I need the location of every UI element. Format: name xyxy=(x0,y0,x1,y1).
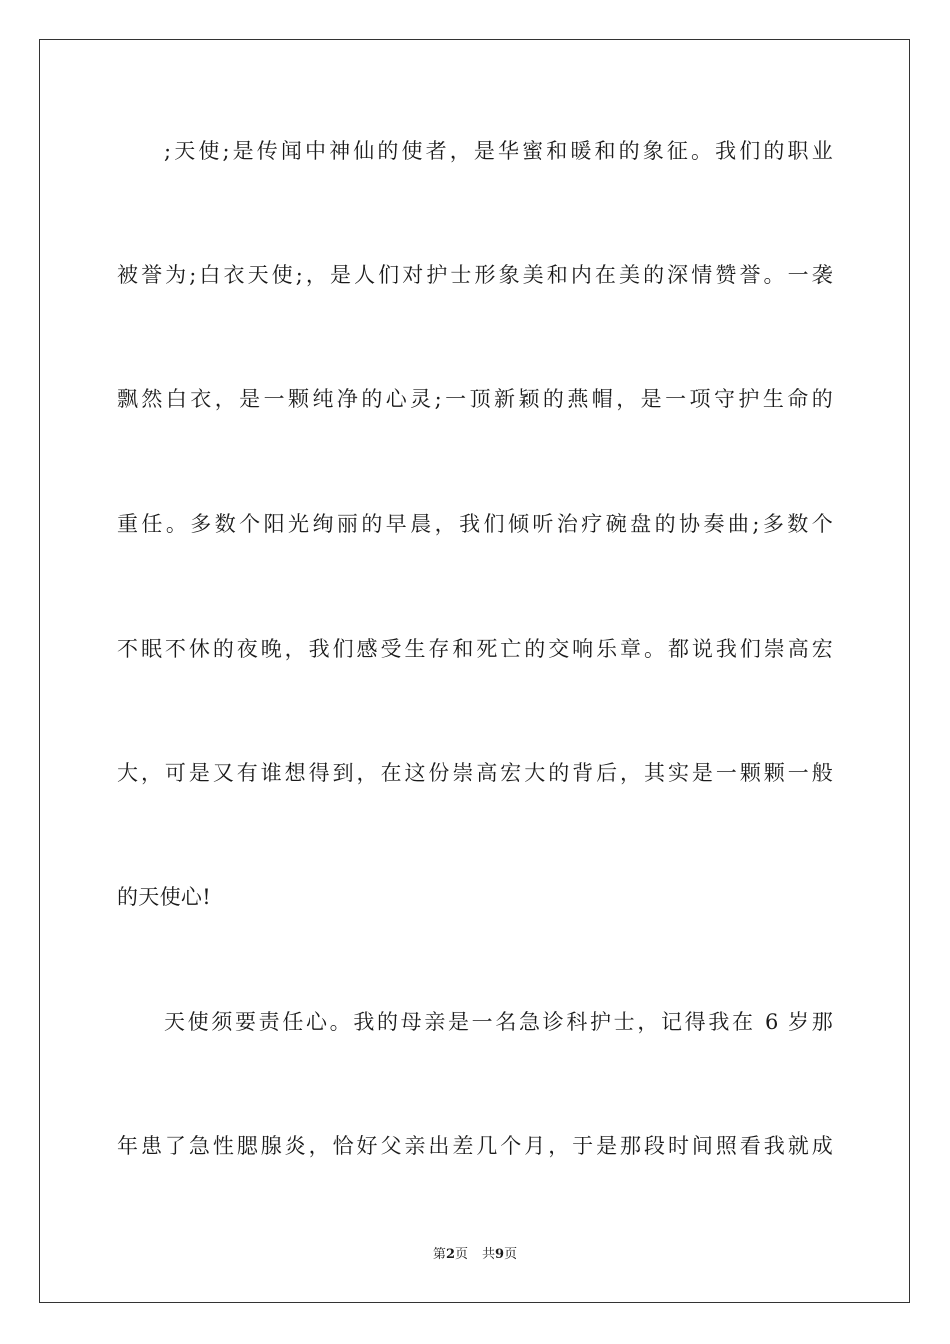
page-footer xyxy=(0,1246,950,1264)
footer-page-number: 2 xyxy=(445,1247,455,1262)
paragraph-1-line-1: ;天使;是传闻中神仙的使者，是华蜜和暖和的象征。我们的职业 xyxy=(164,139,833,163)
paragraph-2-line-2: 年患了急性腮腺炎，恰好父亲出差几个月，于是那段时间照看我就成 xyxy=(117,1134,833,1158)
paragraph-1-line-4: 重任。多数个阳光绚丽的早晨，我们倾听治疗碗盘的协奏曲;多数个 xyxy=(117,512,833,536)
footer-total-suffix: 页 xyxy=(504,1247,518,1262)
paragraph-1-line-2: 被誉为;白衣天使;，是人们对护士形象美和内在美的深情赞誉。一袭 xyxy=(117,263,833,287)
footer-total-pages: 9 xyxy=(495,1247,505,1262)
paragraph-1-line-3: 飘然白衣，是一颗纯净的心灵;一顶新颖的燕帽，是一项守护生命的 xyxy=(117,387,833,411)
footer-page-prefix: 第 xyxy=(432,1247,446,1262)
paragraph-1-line-7: 的天使心! xyxy=(117,885,211,909)
paragraph-1-line-6: 大，可是又有谁想得到，在这份崇高宏大的背后，其实是一颗颗一般 xyxy=(117,761,833,785)
page-border xyxy=(39,39,910,1303)
footer-total-prefix: 共 xyxy=(482,1247,496,1262)
paragraph-1-line-5: 不眠不休的夜晚，我们感受生存和死亡的交响乐章。都说我们崇高宏 xyxy=(117,637,833,661)
paragraph-2-line-1: 天使须要责任心。我的母亲是一名急诊科护士，记得我在 6 岁那 xyxy=(164,1010,833,1034)
footer-page-suffix: 页 xyxy=(454,1247,468,1262)
